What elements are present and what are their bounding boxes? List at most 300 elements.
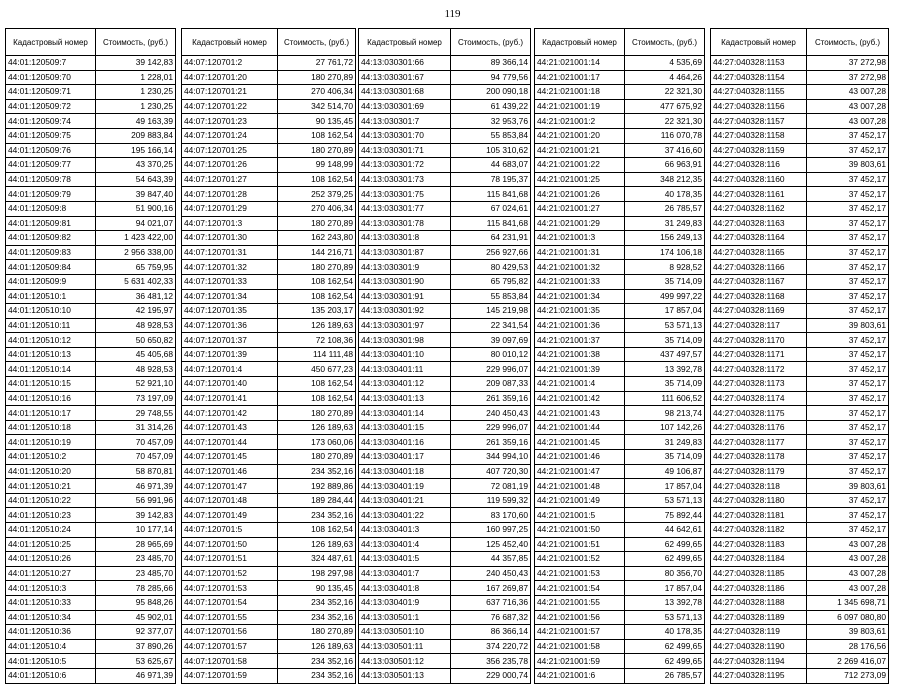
cadastral-number-cell: 44:21:021001:56 bbox=[535, 610, 625, 625]
cost-cell: 209 087,33 bbox=[451, 377, 531, 392]
table-row bbox=[6, 391, 176, 406]
cost-cell: 4 535,69 bbox=[625, 56, 705, 71]
cost-cell: 261 359,16 bbox=[451, 435, 531, 450]
cost-cell: 43 007,28 bbox=[807, 566, 889, 581]
table-row bbox=[6, 523, 176, 538]
page-number: 119 bbox=[444, 8, 461, 20]
cadastral-number-cell: 44:07:120701:37 bbox=[182, 333, 278, 348]
table-row bbox=[6, 347, 176, 362]
table-row bbox=[6, 99, 176, 114]
cost-cell: 28 176,56 bbox=[807, 639, 889, 654]
cost-cell: 78 285,66 bbox=[96, 581, 176, 596]
table-row bbox=[535, 158, 705, 173]
cost-cell: 62 499,65 bbox=[625, 552, 705, 567]
cadastral-number-cell: 44:27:040328:1195 bbox=[711, 668, 807, 683]
cadastral-number-cell: 44:21:021001:50 bbox=[535, 523, 625, 538]
cadastral-number-cell: 44:07:120701:31 bbox=[182, 245, 278, 260]
table-row bbox=[711, 639, 889, 654]
table-row bbox=[6, 566, 176, 581]
cadastral-number-cell: 44:07:120701:2 bbox=[182, 56, 278, 71]
cost-cell: 2 269 416,07 bbox=[807, 654, 889, 669]
cadastral-number-cell: 44:13:030401:18 bbox=[359, 464, 451, 479]
table-row bbox=[359, 493, 531, 508]
cadastral-number-cell: 44:01:120509:74 bbox=[6, 114, 96, 129]
cost-cell: 229 996,07 bbox=[451, 420, 531, 435]
cadastral-number-cell: 44:21:021001:5 bbox=[535, 508, 625, 523]
cadastral-number-cell: 44:27:040328:1155 bbox=[711, 85, 807, 100]
cost-cell: 53 571,13 bbox=[625, 610, 705, 625]
cadastral-number-cell: 44:01:120510:16 bbox=[6, 391, 96, 406]
table-row bbox=[359, 391, 531, 406]
cost-cell: 43 007,28 bbox=[807, 537, 889, 552]
table-row bbox=[6, 362, 176, 377]
table-row bbox=[359, 508, 531, 523]
cost-cell: 356 235,78 bbox=[451, 654, 531, 669]
table-row bbox=[359, 289, 531, 304]
cadastral-number-cell: 44:07:120701:36 bbox=[182, 318, 278, 333]
cost-cell: 90 135,45 bbox=[278, 114, 356, 129]
cadastral-number-cell: 44:21:021001:55 bbox=[535, 595, 625, 610]
table-row bbox=[711, 187, 889, 202]
cost-cell: 80 010,12 bbox=[451, 347, 531, 362]
table-row bbox=[711, 231, 889, 246]
cadastral-number-cell: 44:07:120701:51 bbox=[182, 552, 278, 567]
cost-cell: 37 452,17 bbox=[807, 450, 889, 465]
table-row bbox=[6, 420, 176, 435]
cadastral-number-cell: 44:27:040328:1156 bbox=[711, 99, 807, 114]
table-row bbox=[6, 377, 176, 392]
cost-cell: 64 231,91 bbox=[451, 231, 531, 246]
cadastral-number-cell: 44:07:120701:26 bbox=[182, 158, 278, 173]
cost-cell: 477 675,92 bbox=[625, 99, 705, 114]
cost-cell: 145 219,98 bbox=[451, 304, 531, 319]
cost-cell: 119 599,32 bbox=[451, 493, 531, 508]
cost-cell: 195 166,14 bbox=[96, 143, 176, 158]
table-row bbox=[535, 581, 705, 596]
cost-cell: 43 370,25 bbox=[96, 158, 176, 173]
cadastral-number-cell: 44:07:120701:3 bbox=[182, 216, 278, 231]
table-row bbox=[535, 231, 705, 246]
cadastral-number-cell: 44:01:120510:25 bbox=[6, 537, 96, 552]
cost-cell: 1 230,25 bbox=[96, 99, 176, 114]
cadastral-number-cell: 44:01:120510:15 bbox=[6, 377, 96, 392]
header-cadastral-number: Кадастровый номер bbox=[6, 29, 96, 56]
cadastral-number-cell: 44:27:040328:1154 bbox=[711, 70, 807, 85]
cadastral-number-cell: 44:21:021001:27 bbox=[535, 201, 625, 216]
cost-cell: 39 142,83 bbox=[96, 56, 176, 71]
table-row bbox=[535, 85, 705, 100]
cadastral-table-4 bbox=[534, 28, 705, 684]
table-row bbox=[711, 56, 889, 71]
cadastral-number-cell: 44:07:120701:50 bbox=[182, 537, 278, 552]
table-row bbox=[535, 99, 705, 114]
cadastral-number-cell: 44:01:120509:78 bbox=[6, 172, 96, 187]
table-row bbox=[182, 435, 356, 450]
table-row bbox=[6, 464, 176, 479]
header-cadastral-number: Кадастровый номер bbox=[535, 29, 625, 56]
table-row bbox=[535, 333, 705, 348]
cost-cell: 45 902,01 bbox=[96, 610, 176, 625]
table-row bbox=[6, 274, 176, 289]
cadastral-number-cell: 44:27:040328:1173 bbox=[711, 377, 807, 392]
cost-cell: 54 643,39 bbox=[96, 172, 176, 187]
table-row bbox=[359, 201, 531, 216]
cadastral-number-cell: 44:21:021001:22 bbox=[535, 158, 625, 173]
cadastral-number-cell: 44:13:030301:75 bbox=[359, 187, 451, 202]
table-row bbox=[6, 450, 176, 465]
cadastral-number-cell: 44:13:030401:9 bbox=[359, 595, 451, 610]
cost-cell: 105 310,62 bbox=[451, 143, 531, 158]
table-row bbox=[6, 289, 176, 304]
cost-cell: 53 571,13 bbox=[625, 493, 705, 508]
table-row bbox=[535, 450, 705, 465]
cost-cell: 125 452,40 bbox=[451, 537, 531, 552]
table-row bbox=[359, 625, 531, 640]
table-row bbox=[711, 143, 889, 158]
cadastral-number-cell: 44:27:040328:1175 bbox=[711, 406, 807, 421]
table-row bbox=[6, 333, 176, 348]
cost-cell: 234 352,16 bbox=[278, 668, 356, 683]
table-row bbox=[535, 143, 705, 158]
table-row bbox=[535, 610, 705, 625]
table-row bbox=[6, 143, 176, 158]
cost-cell: 499 997,22 bbox=[625, 289, 705, 304]
cost-cell: 8 928,52 bbox=[625, 260, 705, 275]
cost-cell: 37 452,17 bbox=[807, 128, 889, 143]
cost-cell: 234 352,16 bbox=[278, 464, 356, 479]
cadastral-number-cell: 44:13:030401:22 bbox=[359, 508, 451, 523]
cost-cell: 116 070,78 bbox=[625, 128, 705, 143]
cost-cell: 37 452,17 bbox=[807, 172, 889, 187]
table-row bbox=[535, 377, 705, 392]
cadastral-number-cell: 44:07:120701:43 bbox=[182, 420, 278, 435]
cost-cell: 37 452,17 bbox=[807, 274, 889, 289]
cadastral-number-cell: 44:13:030301:70 bbox=[359, 128, 451, 143]
cost-cell: 270 406,34 bbox=[278, 201, 356, 216]
table-row bbox=[359, 420, 531, 435]
cadastral-number-cell: 44:21:021001:58 bbox=[535, 639, 625, 654]
table-row bbox=[359, 172, 531, 187]
cost-cell: 39 803,61 bbox=[807, 625, 889, 640]
table-row bbox=[6, 639, 176, 654]
cost-cell: 36 481,12 bbox=[96, 289, 176, 304]
cost-cell: 31 314,26 bbox=[96, 420, 176, 435]
cost-cell: 40 178,35 bbox=[625, 625, 705, 640]
table-row bbox=[182, 99, 356, 114]
cost-cell: 189 284,44 bbox=[278, 493, 356, 508]
cost-cell: 43 007,28 bbox=[807, 581, 889, 596]
cadastral-number-cell: 44:21:021001:6 bbox=[535, 668, 625, 683]
cost-cell: 39 803,61 bbox=[807, 479, 889, 494]
cadastral-number-cell: 44:07:120701:33 bbox=[182, 274, 278, 289]
table-row bbox=[182, 56, 356, 71]
table-row bbox=[535, 245, 705, 260]
cadastral-number-cell: 44:07:120701:45 bbox=[182, 450, 278, 465]
cost-cell: 50 650,82 bbox=[96, 333, 176, 348]
cost-cell: 70 457,09 bbox=[96, 435, 176, 450]
table-row bbox=[6, 70, 176, 85]
cadastral-number-cell: 44:27:040328:119 bbox=[711, 625, 807, 640]
table-row bbox=[182, 231, 356, 246]
table-row bbox=[359, 187, 531, 202]
cadastral-number-cell: 44:07:120701:29 bbox=[182, 201, 278, 216]
cadastral-number-cell: 44:07:120701:21 bbox=[182, 85, 278, 100]
cadastral-number-cell: 44:13:030401:21 bbox=[359, 493, 451, 508]
cadastral-number-cell: 44:13:030401:7 bbox=[359, 566, 451, 581]
table-row bbox=[182, 274, 356, 289]
table-row bbox=[711, 114, 889, 129]
cost-cell: 126 189,63 bbox=[278, 639, 356, 654]
cost-cell: 99 148,99 bbox=[278, 158, 356, 173]
cost-cell: 37 452,17 bbox=[807, 347, 889, 362]
cadastral-number-cell: 44:01:120509:77 bbox=[6, 158, 96, 173]
cost-cell: 37 452,17 bbox=[807, 216, 889, 231]
table-row bbox=[6, 245, 176, 260]
cost-cell: 37 452,17 bbox=[807, 187, 889, 202]
cost-cell: 180 270,89 bbox=[278, 70, 356, 85]
cadastral-number-cell: 44:01:120510:33 bbox=[6, 595, 96, 610]
cost-cell: 62 499,65 bbox=[625, 537, 705, 552]
cost-cell: 70 457,09 bbox=[96, 450, 176, 465]
cadastral-number-cell: 44:27:040328:117 bbox=[711, 318, 807, 333]
table-row bbox=[359, 668, 531, 683]
cadastral-number-cell: 44:13:030301:68 bbox=[359, 85, 451, 100]
cost-cell: 75 892,44 bbox=[625, 508, 705, 523]
table-row bbox=[359, 158, 531, 173]
cadastral-number-cell: 44:01:120510:21 bbox=[6, 479, 96, 494]
table-row bbox=[182, 391, 356, 406]
table-row bbox=[359, 114, 531, 129]
cost-cell: 83 170,60 bbox=[451, 508, 531, 523]
cadastral-number-cell: 44:13:030401:13 bbox=[359, 391, 451, 406]
cadastral-number-cell: 44:07:120701:52 bbox=[182, 566, 278, 581]
cadastral-number-cell: 44:27:040328:1180 bbox=[711, 493, 807, 508]
cost-cell: 37 272,98 bbox=[807, 70, 889, 85]
table-row bbox=[359, 70, 531, 85]
cadastral-number-cell: 44:21:021001:18 bbox=[535, 85, 625, 100]
table-row bbox=[711, 523, 889, 538]
cadastral-number-cell: 44:27:040328:1168 bbox=[711, 289, 807, 304]
cost-cell: 160 997,25 bbox=[451, 523, 531, 538]
table-row bbox=[359, 552, 531, 567]
table-row bbox=[711, 216, 889, 231]
cost-cell: 107 142,26 bbox=[625, 420, 705, 435]
table-row bbox=[711, 464, 889, 479]
table-row bbox=[711, 304, 889, 319]
cost-cell: 62 499,65 bbox=[625, 654, 705, 669]
table-row bbox=[182, 201, 356, 216]
cadastral-number-cell: 44:13:030301:69 bbox=[359, 99, 451, 114]
table-row bbox=[711, 333, 889, 348]
table-row bbox=[359, 333, 531, 348]
cadastral-number-cell: 44:27:040328:116 bbox=[711, 158, 807, 173]
table-row bbox=[359, 274, 531, 289]
table-row bbox=[6, 231, 176, 246]
table-row bbox=[359, 654, 531, 669]
cost-cell: 35 714,09 bbox=[625, 333, 705, 348]
table-row bbox=[359, 450, 531, 465]
table-row bbox=[182, 479, 356, 494]
cost-cell: 76 687,32 bbox=[451, 610, 531, 625]
cadastral-number-cell: 44:07:120701:20 bbox=[182, 70, 278, 85]
table-row bbox=[359, 216, 531, 231]
cadastral-number-cell: 44:27:040328:1183 bbox=[711, 537, 807, 552]
cadastral-number-cell: 44:21:021001:46 bbox=[535, 450, 625, 465]
cadastral-number-cell: 44:27:040328:1185 bbox=[711, 566, 807, 581]
table-row bbox=[535, 260, 705, 275]
cost-cell: 62 499,65 bbox=[625, 639, 705, 654]
cadastral-number-cell: 44:13:030301:92 bbox=[359, 304, 451, 319]
table-row bbox=[6, 85, 176, 100]
table-row bbox=[711, 201, 889, 216]
cost-cell: 108 162,54 bbox=[278, 172, 356, 187]
cadastral-number-cell: 44:27:040328:1161 bbox=[711, 187, 807, 202]
cost-cell: 209 883,84 bbox=[96, 128, 176, 143]
table-row bbox=[182, 70, 356, 85]
table-row bbox=[359, 347, 531, 362]
cost-cell: 37 452,17 bbox=[807, 464, 889, 479]
cadastral-number-cell: 44:21:021001:19 bbox=[535, 99, 625, 114]
table-row bbox=[535, 654, 705, 669]
cost-cell: 35 714,09 bbox=[625, 450, 705, 465]
cadastral-number-cell: 44:07:120701:34 bbox=[182, 289, 278, 304]
cost-cell: 437 497,57 bbox=[625, 347, 705, 362]
cost-cell: 52 921,10 bbox=[96, 377, 176, 392]
table-row bbox=[535, 70, 705, 85]
cost-cell: 80 356,70 bbox=[625, 566, 705, 581]
cost-cell: 37 452,17 bbox=[807, 523, 889, 538]
cost-cell: 240 450,43 bbox=[451, 406, 531, 421]
table-row bbox=[182, 347, 356, 362]
header-cadastral-number: Кадастровый номер bbox=[359, 29, 451, 56]
cadastral-number-cell: 44:13:030401:10 bbox=[359, 347, 451, 362]
cost-cell: 180 270,89 bbox=[278, 260, 356, 275]
header-cost: Стоимость, (руб.) bbox=[451, 29, 531, 56]
table-row bbox=[182, 508, 356, 523]
cost-cell: 58 870,81 bbox=[96, 464, 176, 479]
table-row bbox=[6, 201, 176, 216]
cost-cell: 13 392,78 bbox=[625, 595, 705, 610]
cadastral-number-cell: 44:13:030401:5 bbox=[359, 552, 451, 567]
cadastral-number-cell: 44:01:120510:5 bbox=[6, 654, 96, 669]
cost-cell: 126 189,63 bbox=[278, 537, 356, 552]
table-row bbox=[182, 595, 356, 610]
cadastral-number-cell: 44:07:120701:4 bbox=[182, 362, 278, 377]
cadastral-number-cell: 44:27:040328:1159 bbox=[711, 143, 807, 158]
cadastral-number-cell: 44:13:030401:8 bbox=[359, 581, 451, 596]
cost-cell: 61 439,22 bbox=[451, 99, 531, 114]
table-row bbox=[711, 595, 889, 610]
header-cadastral-number: Кадастровый номер bbox=[182, 29, 278, 56]
cost-cell: 108 162,54 bbox=[278, 274, 356, 289]
cost-cell: 180 270,89 bbox=[278, 625, 356, 640]
cost-cell: 55 853,84 bbox=[451, 289, 531, 304]
table-row bbox=[359, 537, 531, 552]
cadastral-number-cell: 44:27:040328:1179 bbox=[711, 464, 807, 479]
table-row bbox=[711, 435, 889, 450]
cadastral-table-3 bbox=[358, 28, 531, 684]
table-row bbox=[182, 420, 356, 435]
table-row bbox=[711, 289, 889, 304]
cadastral-number-cell: 44:13:030501:11 bbox=[359, 639, 451, 654]
table-row bbox=[182, 289, 356, 304]
cadastral-number-cell: 44:27:040328:1164 bbox=[711, 231, 807, 246]
cadastral-number-cell: 44:21:021001:38 bbox=[535, 347, 625, 362]
table-row bbox=[359, 128, 531, 143]
cost-cell: 1 228,01 bbox=[96, 70, 176, 85]
cadastral-number-cell: 44:21:021001:48 bbox=[535, 479, 625, 494]
table-row bbox=[535, 172, 705, 187]
table-row bbox=[535, 552, 705, 567]
cadastral-number-cell: 44:01:120510:17 bbox=[6, 406, 96, 421]
table-row bbox=[711, 537, 889, 552]
cost-cell: 17 857,04 bbox=[625, 479, 705, 494]
table-row bbox=[6, 128, 176, 143]
cost-cell: 26 785,57 bbox=[625, 201, 705, 216]
table-row bbox=[6, 216, 176, 231]
cost-cell: 49 163,39 bbox=[96, 114, 176, 129]
table-row bbox=[535, 216, 705, 231]
table-row bbox=[6, 187, 176, 202]
cost-cell: 198 297,98 bbox=[278, 566, 356, 581]
header-cost: Стоимость, (руб.) bbox=[278, 29, 356, 56]
table-row bbox=[535, 318, 705, 333]
table-row bbox=[182, 523, 356, 538]
table-row bbox=[6, 172, 176, 187]
table-row bbox=[711, 70, 889, 85]
table-row bbox=[182, 377, 356, 392]
cost-cell: 167 269,87 bbox=[451, 581, 531, 596]
cost-cell: 80 429,53 bbox=[451, 260, 531, 275]
cadastral-number-cell: 44:27:040328:1189 bbox=[711, 610, 807, 625]
cadastral-number-cell: 44:01:120510:19 bbox=[6, 435, 96, 450]
table-row bbox=[182, 143, 356, 158]
cadastral-number-cell: 44:01:120510:24 bbox=[6, 523, 96, 538]
cadastral-number-cell: 44:07:120701:55 bbox=[182, 610, 278, 625]
cadastral-number-cell: 44:27:040328:1178 bbox=[711, 450, 807, 465]
cadastral-number-cell: 44:01:120509:82 bbox=[6, 231, 96, 246]
cost-cell: 37 452,17 bbox=[807, 420, 889, 435]
cost-cell: 256 927,66 bbox=[451, 245, 531, 260]
table-row bbox=[359, 304, 531, 319]
cost-cell: 43 007,28 bbox=[807, 114, 889, 129]
cadastral-number-cell: 44:27:040328:1194 bbox=[711, 654, 807, 669]
cost-cell: 111 606,52 bbox=[625, 391, 705, 406]
cost-cell: 234 352,16 bbox=[278, 508, 356, 523]
cadastral-number-cell: 44:21:021001:54 bbox=[535, 581, 625, 596]
table-row bbox=[6, 56, 176, 71]
cadastral-number-cell: 44:27:040328:1158 bbox=[711, 128, 807, 143]
cadastral-number-cell: 44:07:120701:32 bbox=[182, 260, 278, 275]
cadastral-number-cell: 44:13:030301:90 bbox=[359, 274, 451, 289]
cadastral-number-cell: 44:13:030501:12 bbox=[359, 654, 451, 669]
table-row bbox=[711, 260, 889, 275]
cadastral-number-cell: 44:01:120510:20 bbox=[6, 464, 96, 479]
table-row bbox=[359, 56, 531, 71]
table-row bbox=[359, 610, 531, 625]
table-row bbox=[535, 274, 705, 289]
cadastral-number-cell: 44:27:040328:1174 bbox=[711, 391, 807, 406]
table-row bbox=[182, 639, 356, 654]
cost-cell: 72 081,19 bbox=[451, 479, 531, 494]
table-row bbox=[182, 245, 356, 260]
table-row bbox=[6, 508, 176, 523]
cadastral-number-cell: 44:21:021001:39 bbox=[535, 362, 625, 377]
cadastral-number-cell: 44:21:021001:36 bbox=[535, 318, 625, 333]
cost-cell: 78 195,37 bbox=[451, 172, 531, 187]
cadastral-number-cell: 44:01:120510:11 bbox=[6, 318, 96, 333]
cost-cell: 90 135,45 bbox=[278, 581, 356, 596]
